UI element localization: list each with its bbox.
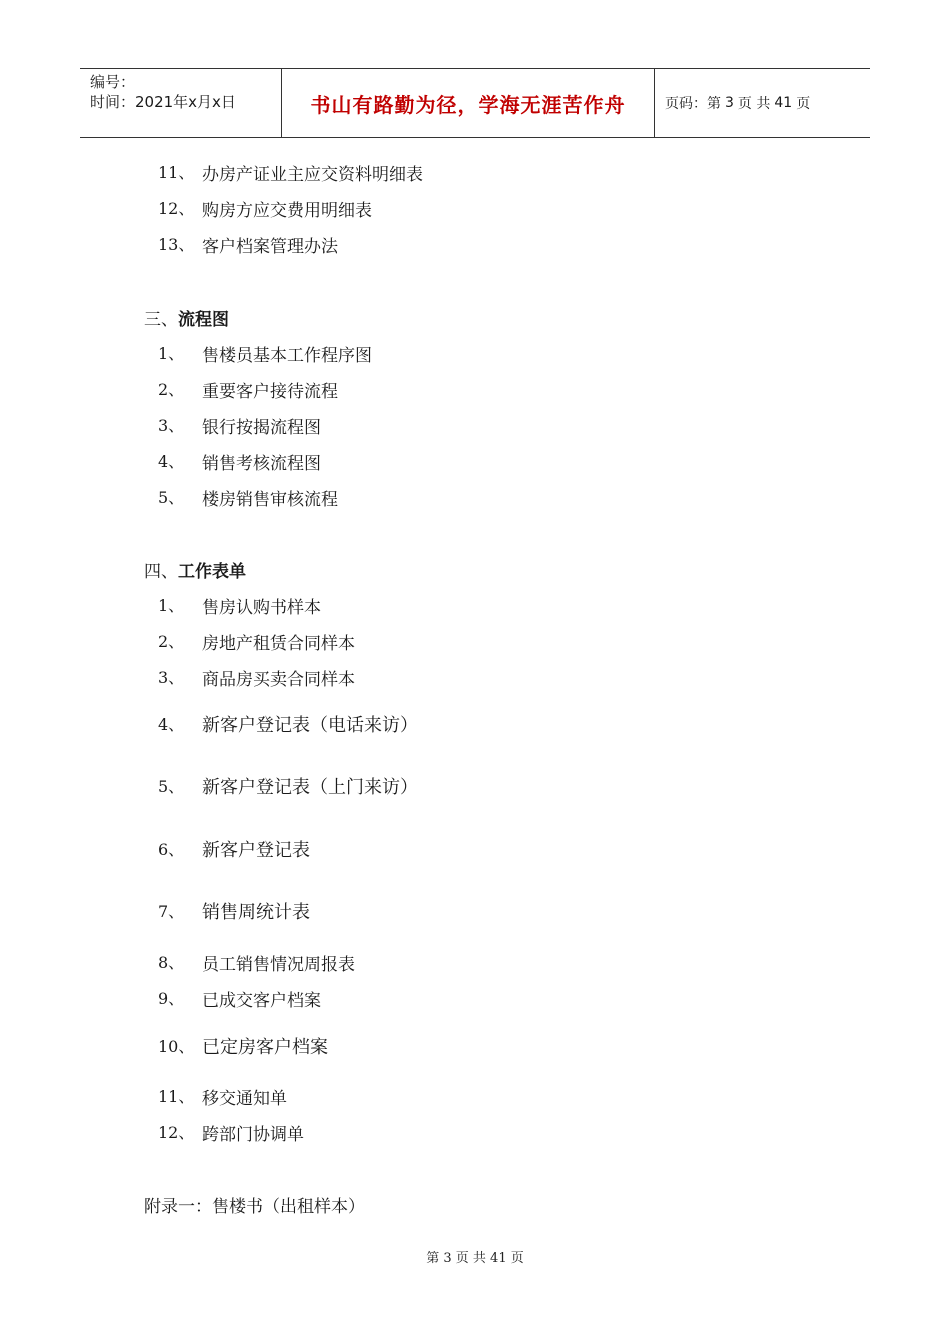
page-header	[80, 68, 870, 138]
page-footer: 第 3 页 共 41 页	[426, 1251, 524, 1266]
serial-label: 编号：	[90, 73, 136, 91]
header-page-number	[655, 69, 870, 137]
appendix-heading: 附录一：售楼书（出租样本）	[144, 1197, 365, 1217]
page-mid: 页 共	[737, 96, 771, 112]
section-heading-work-forms: 四、工作表单	[144, 562, 246, 582]
page-suffix: 页	[796, 96, 811, 112]
page-current: 3	[725, 95, 734, 111]
section-heading-flowcharts: 三、流程图	[144, 310, 229, 330]
page-total: 41	[774, 95, 793, 111]
header-meta	[80, 69, 282, 137]
page-label: 页码：第	[665, 96, 721, 112]
time-label: 时间：2021年x月x日	[90, 93, 236, 111]
header-motto: 书山有路勤为径，学海无涯苦作舟	[282, 69, 655, 137]
